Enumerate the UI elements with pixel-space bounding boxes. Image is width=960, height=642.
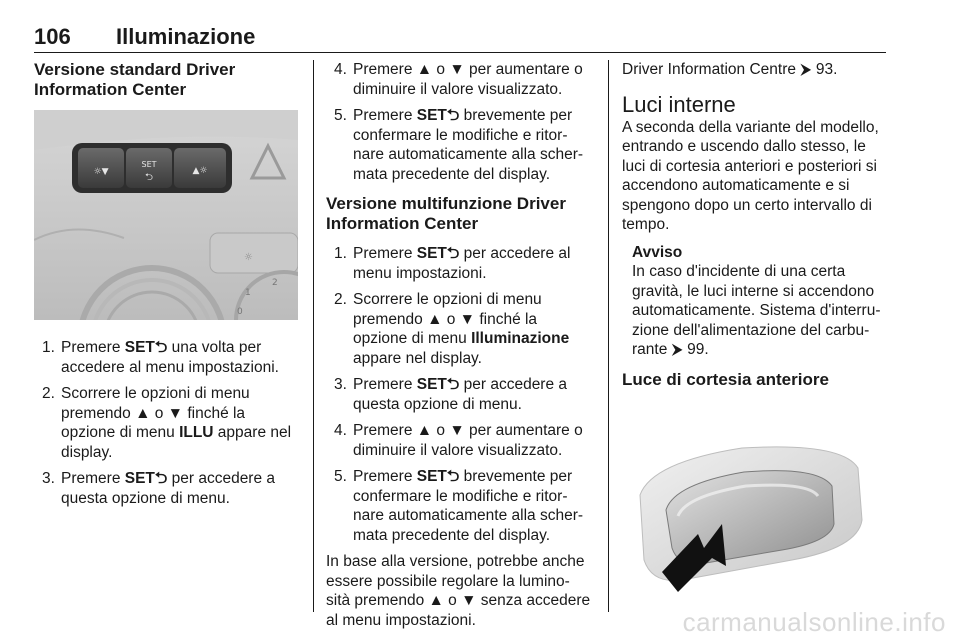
column-2 <box>326 60 592 638</box>
column-divider <box>608 60 609 612</box>
courtesy-light-figure <box>622 400 886 614</box>
list-item: 4. Premere ▲ o ▼ per aumentare o diminuire il valore visualizzato. <box>334 61 583 98</box>
steps-list-continued <box>326 60 592 184</box>
body-paragraph: A seconda della variante del modello, entrando e uscendo dallo stesso, le luci di cortesia anteriori e posteriori si accendono automaticamente e si spengono dopo un certo intervallo di tempo. <box>622 118 879 233</box>
steps-list <box>34 338 300 508</box>
note-text: In caso d'incidente di una certa gravità, le luci interne si accendono automaticamente. Sistema d'interru-zione dell'alimentazione del carbu-rante ⮞ 99. <box>632 263 881 358</box>
note-title: Avviso <box>632 243 683 261</box>
chapter-title: Illuminazione <box>116 24 256 49</box>
cross-reference: Driver Information Centre ⮞ 93. <box>622 61 838 78</box>
dashboard-illustration <box>34 110 298 320</box>
list-item: 2. Scorrere le opzioni di menu premendo ▲ o ▼ finché la opzione di menu ILLU appare nel display. <box>42 385 292 461</box>
column-divider <box>313 60 314 612</box>
column-1 <box>34 60 300 515</box>
watermark: carmanualsonline.info <box>682 607 946 637</box>
note-box <box>622 243 888 360</box>
list-item: 3. Premere SET⮌ per accedere a questa opzione di menu. <box>334 376 568 413</box>
section-heading: Versione multifunzione Driver Information Center <box>326 194 566 233</box>
svg-text:2: 2 <box>272 278 278 288</box>
page-header <box>34 22 886 53</box>
svg-text:⮌: ⮌ <box>144 172 154 183</box>
svg-text:1: 1 <box>245 288 251 298</box>
list-item: 1. Premere SET⮌ una volta per accedere al menu impostazioni. <box>42 339 279 376</box>
svg-text:▲☼: ▲☼ <box>192 166 208 176</box>
list-item: 3. Premere SET⮌ per accedere a questa opzione di menu. <box>42 470 276 507</box>
svg-text:0: 0 <box>237 307 243 317</box>
list-item: 2. Scorrere le opzioni di menu premendo ▲ o ▼ finché la opzione di menu Illuminazione appare nel display. <box>334 291 570 367</box>
svg-text:☼: ☼ <box>244 252 253 263</box>
set-button-label: SET <box>141 160 157 169</box>
list-item: 1. Premere SET⮌ per accedere al menu impostazioni. <box>334 245 571 282</box>
list-item: 4. Premere ▲ o ▼ per aumentare o diminuire il valore visualizzato. <box>334 422 583 459</box>
section-heading: Versione standard Driver Information Center <box>34 60 236 99</box>
section-title: Luci interne <box>622 91 736 117</box>
dashboard-buttons-figure <box>34 110 298 320</box>
column-3 <box>622 60 888 632</box>
svg-text:☼▼: ☼▼ <box>93 167 109 177</box>
courtesy-light-illustration <box>622 400 886 614</box>
subheading: Luce di cortesia anteriore <box>622 369 829 389</box>
body-paragraph: In base alla versione, potrebbe anche essere possibile regolare la lumino-sità premendo ▲ o ▼ senza accedere al menu impostazioni. <box>326 553 591 629</box>
steps-list <box>326 244 592 545</box>
list-item: 5. Premere SET⮌ brevemente per confermare le modifiche e ritor-nare automaticamente alla scher-mata precedente del display. <box>334 468 584 544</box>
page-number: 106 <box>34 24 71 49</box>
list-item: 5. Premere SET⮌ brevemente per confermare le modifiche e ritor-nare automaticamente alla scher-mata precedente del display. <box>334 107 584 183</box>
